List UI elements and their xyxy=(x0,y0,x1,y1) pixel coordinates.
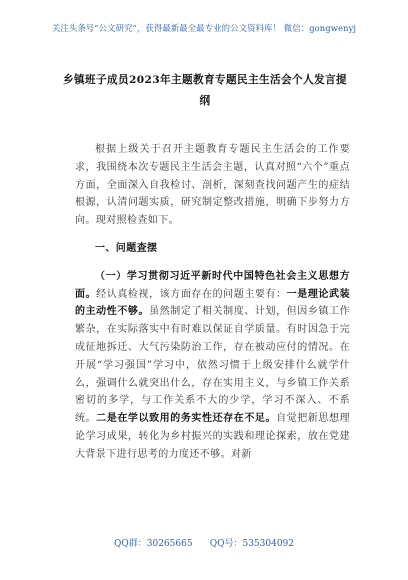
document-title: 乡镇班子成员2023年主题教育专题民主生活会个人发言提纲 xyxy=(63,74,347,107)
subsection-paragraph xyxy=(75,268,350,464)
footer-contact: QQ群：30265665 QQ号：535304092 xyxy=(113,539,295,549)
subsection-text-3: 自觉把新思想理论学习成果，转化为乡村振兴的实践和理论探索，放在党建大背景下进行思考的力度还不够。对新 xyxy=(75,413,350,460)
intro-paragraph: 根据上级关于召开主题教育专题民主生活会的工作要求，我围绕本次专题民主生活会主题，认真对照“六个”重点方面，全面深入自我检讨、剖析，深刻查找问题产生的症结根源，认清问题实质，研究制定整改措施，明确下步努力方向。现对照检查如下。 xyxy=(75,144,350,227)
section-heading: 一、问题查摆 xyxy=(95,242,158,254)
subsection-text-1: 经认真检视，该方面存在的问题主要有： xyxy=(96,288,287,300)
document-body xyxy=(75,141,350,464)
subsection-text-2: 虽然制定了相关制度、计划，但因乡镇工作繁杂，在实际落实中有时难以保证自学质量。有时因急于完成征地拆迁、大气污染防治工作，存在被动应付的情况。在开展“学习强国”学习中，依然习惯于上级安排什么就学什么，强调什么就突出什么，存在实用主义，与乡镇工作关系密切的多学，与工作关系不大的少学，学习不深入、不系统。 xyxy=(75,306,350,425)
header-promo: 关注头条号“公文研究”，获得最新最全最专业的公文资料库！ 微信：gongwenyj xyxy=(51,23,357,33)
key-point-2: 二是在学以致用的务实性还存在不足。 xyxy=(96,413,277,425)
key-point-1: 一是理论武装的主动性不够。 xyxy=(75,288,350,318)
subsection-heading: （一）学习贯彻习近平新时代中国特色社会主义思想方面。 xyxy=(75,270,350,300)
